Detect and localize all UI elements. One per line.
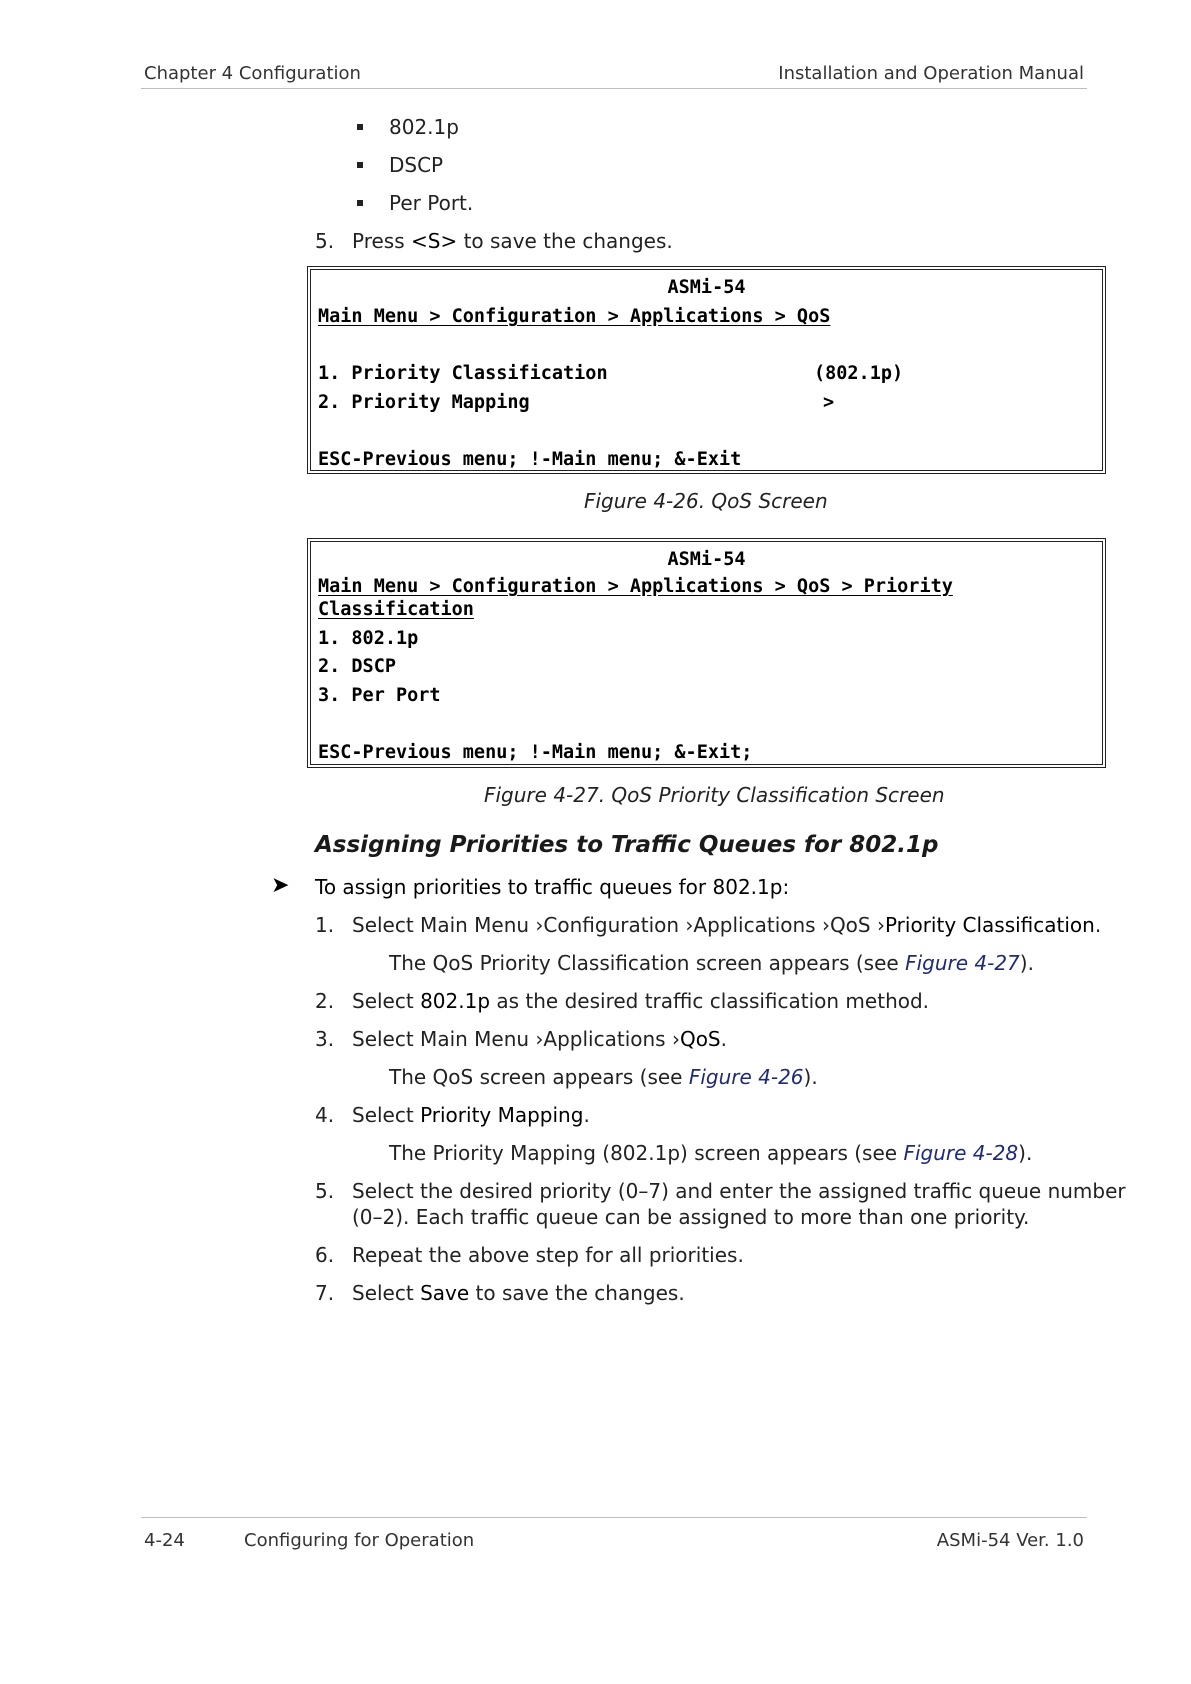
menu-item-priority-mapping[interactable]: 2. Priority Mapping [318, 392, 530, 413]
step-text: Repeat the above step for all priorities. [352, 1243, 744, 1267]
step-note: The QoS Priority Classification screen appears (see Figure 4-27). [389, 951, 1034, 975]
step-text: Select 802.1p as the desired traffic classification method. [352, 989, 930, 1013]
footer-section: Configuring for Operation [244, 1530, 475, 1551]
bullet-item: Per Port. [389, 191, 474, 215]
figure-caption: Figure 4-27. QoS Priority Classification Screen [484, 783, 945, 807]
menu-item-8021p[interactable]: 1. 802.1p [318, 628, 419, 649]
figure-link[interactable]: Figure 4-27 [905, 951, 1020, 975]
terminal-title: ASMi-54 [667, 277, 746, 298]
step-text: Press <S> to save the changes. [352, 229, 673, 253]
step-note: The Priority Mapping (802.1p) screen appears (see Figure 4-28). [389, 1141, 1033, 1165]
procedure-arrow-icon: ➤ [271, 873, 290, 898]
terminal-title: ASMi-54 [667, 549, 746, 570]
step-number: 5. [315, 1179, 335, 1203]
footer-rule [141, 1517, 1087, 1518]
step-number: 7. [315, 1281, 335, 1305]
menu-item-per-port[interactable]: 3. Per Port [318, 685, 441, 706]
step-text: Select the desired priority (0–7) and enter the assigned traffic queue number [352, 1179, 1126, 1203]
step-text: Select Save to save the changes. [352, 1281, 685, 1305]
menu-item-dscp[interactable]: 2. DSCP [318, 656, 396, 677]
step-text: Select Main Menu ›Applications ›QoS. [352, 1027, 727, 1051]
terminal-breadcrumb-cont: Classification [318, 599, 474, 620]
footer-product: ASMi-54 Ver. 1.0 [936, 1530, 1084, 1551]
bullet-item: DSCP [389, 153, 444, 177]
terminal-footer-help: ESC-Previous menu; !-Main menu; &-Exit; [318, 742, 753, 763]
procedure-intro: To assign priorities to traffic queues for 802.1p: [315, 875, 790, 899]
figure-link[interactable]: Figure 4-28 [903, 1141, 1019, 1165]
step-number: 2. [315, 989, 335, 1013]
step-note: The QoS screen appears (see Figure 4-26). [389, 1065, 818, 1089]
step-number: 4. [315, 1103, 335, 1127]
terminal-breadcrumb: Main Menu > Configuration > Applications > QoS [318, 306, 831, 327]
key-s: <S> [411, 229, 458, 253]
step-number: 5. [315, 229, 335, 253]
terminal-footer-help: ESC-Previous menu; !-Main menu; &-Exit [318, 449, 742, 470]
figure-caption: Figure 4-26. QoS Screen [584, 489, 828, 513]
menu-item-priority-classification[interactable]: 1. Priority Classification [318, 363, 608, 384]
bullet-item: 802.1p [389, 115, 459, 139]
bullet-marker [357, 162, 363, 168]
priority-classification-terminal-screen [307, 538, 1106, 768]
header-chapter: Chapter 4 Configuration [144, 63, 361, 84]
step-text: Select Priority Mapping. [352, 1103, 590, 1127]
section-heading: Assigning Priorities to Traffic Queues for 802.1p [315, 832, 939, 858]
terminal-breadcrumb: Main Menu > Configuration > Applications > QoS > Priority [318, 576, 953, 597]
bullet-marker [357, 124, 363, 130]
step-number: 1. [315, 913, 335, 937]
step-number: 6. [315, 1243, 335, 1267]
step-text: Select Main Menu ›Configuration ›Applications ›QoS ›Priority Classification. [352, 913, 1102, 937]
step-number: 3. [315, 1027, 335, 1051]
submenu-arrow: > [823, 392, 835, 413]
header-manual-title: Installation and Operation Manual [778, 63, 1084, 84]
footer-page-number: 4-24 [144, 1530, 185, 1551]
bullet-marker [357, 200, 363, 206]
header-rule [141, 88, 1087, 89]
qos-terminal-screen [307, 266, 1106, 474]
figure-link[interactable]: Figure 4-26 [688, 1065, 804, 1089]
priority-classification-value: (802.1p) [814, 363, 904, 384]
step-text-cont: (0–2). Each traffic queue can be assigned to more than one priority. [352, 1205, 1030, 1229]
